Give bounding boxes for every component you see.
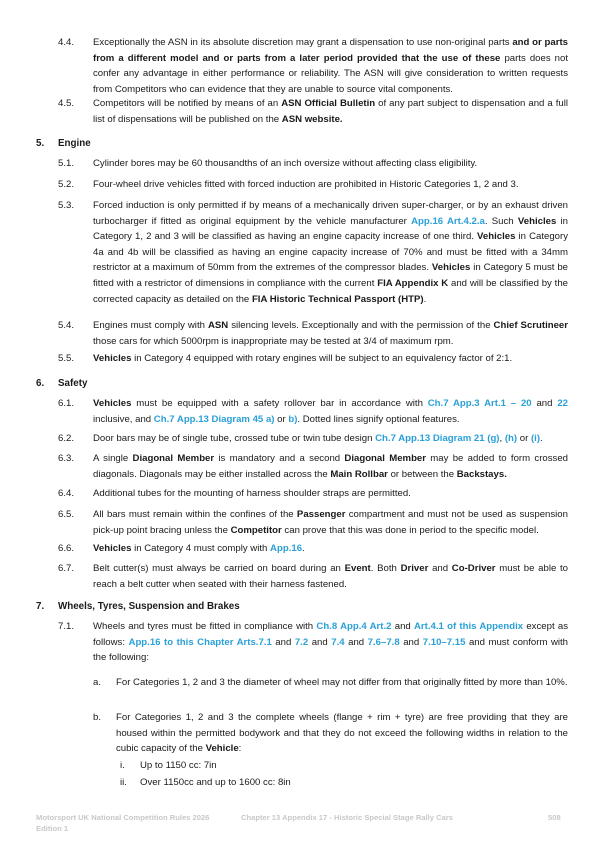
link-7-4[interactable]: 7.4 <box>331 636 345 648</box>
link-ch8-app4-art2[interactable]: Ch.8 App.4 Art.2 <box>316 621 392 632</box>
paragraph-5-2: 5.2. Four-wheel drive vehicles fitted with forced induction are prohibited in Historic Categories 1, 2 and 3. <box>58 179 519 190</box>
list-item-7-1-b: b. For Categories 1, 2 and 3 the complete wheels (flange + rim + tyre) are free providing that they are housed within the permitted bodywork and that they do not exceed the following widths in relation to the cubic capacity of the Vehicle: <box>93 712 568 755</box>
paragraph-5-3: 5.3. Forced induction is only permitted if by means of a mechanically driven super-charger, or by an exhaust driven turbocharger if fitted as original equipment by the vehicle manufacturer App.16 Art.4.2.a. Such Vehicles in Category 1, 2 and 3 will be classified as having an engine capacity increase of one third. Vehicles in Category 4a and 4b will be classified as having an engine capacity increase of 70% and must be fitted with a 34mm restrictor at a maximum of 50mm from the extremes of the compressor blades. Vehicles in Category 5 must be fitted with a restrictor of dimensions in compliance with the current FIA Appendix K and will be classified by the corrected capacity as detailed on the FIA Historic Technical Passport (HTP). <box>58 200 569 305</box>
footer-page-number: 508 <box>548 813 561 822</box>
link-diagram21i[interactable]: (i) <box>530 433 541 444</box>
paragraph-6-7: 6.7. Belt cutter(s) must always be carried on board during an Event. Both Driver and Co-Driver must be able to reach a belt cutter when seated with their harness fastened. <box>58 563 569 590</box>
link-22[interactable]: 22 <box>557 398 568 409</box>
link-diagram21h[interactable]: (h) <box>504 433 518 444</box>
paragraph-6-2: 6.2. Door bars may be of single tube, crossed tube or twin tube design Ch.7 App.13 Diagram 21 (g), (h) or (i). <box>58 433 543 444</box>
paragraph-6-4: 6.4. Additional tubes for the mounting of harness shoulder straps are permitted. <box>58 488 411 499</box>
paragraph-6-1: 6.1. Vehicles must be equipped with a safety rollover bar in accordance with Ch.7 App.3 Art.1 – 20 and 22 inclusive, and Ch.7 App.13 Diagram 45 a) or b). Dotted lines signify optional features. <box>58 398 568 425</box>
link-app16-arts7-1[interactable]: App.16 to this Chapter Arts.7.1 <box>128 636 272 648</box>
list-item-7-1-b-ii: ii. Over 1150cc and up to 1600 cc: 8in <box>120 777 291 788</box>
paragraph-6-3: 6.3. A single Diagonal Member is mandatory and a second Diagonal Member may be added to form crossed diagonals. Diagonals may be either installed across the Main Rollbar or between the Backstays. <box>58 453 568 480</box>
link-ch7-app3-art1-20[interactable]: Ch.7 App.3 Art.1 – 20 <box>427 398 532 409</box>
footer-publication: Motorsport UK National Competition Rules 2026 Edition 1 <box>36 813 210 833</box>
paragraph-7-1: 7.1. Wheels and tyres must be fitted in compliance with Ch.8 App.4 Art.2 and Art.4.1 of this Appendix except as follows: App.16 to this Chapter Arts.7.1 and 7.2 and 7.4 and 7.6–7.8 and 7.10–7.15 and must conform with the following: <box>58 621 569 664</box>
paragraph-5-1: 5.1. Cylinder bores may be 60 thousandths of an inch oversize without affecting class eligibility. <box>58 158 478 169</box>
footer-chapter-title: Chapter 13 Appendix 17 - Historic Special Stage Rally Cars <box>241 813 453 822</box>
paragraph-4-5: 4.5. Competitors will be notified by means of an ASN Official Bulletin of any part subject to dispensation and a full list of dispensations will be published on the ASN website. <box>58 98 568 125</box>
link-app16[interactable]: App.16 <box>270 543 303 554</box>
link-ch7-app13-diagram45a[interactable]: Ch.7 App.13 Diagram 45 a) <box>153 413 275 425</box>
paragraph-5-5: 5.5. Vehicles in Category 4 equipped with rotary engines will be subject to an equivalency factor of 2:1. <box>58 353 513 364</box>
paragraph-4-4: 4.4. Exceptionally the ASN in its absolute discretion may grant a dispensation to use non-original parts and or parts from a different model and or parts from a later period provided that the use of these parts does not confer any advantage in either performance or reliability. The ASN will give consideration to written requests from Competitors who can evidence that they are unable to source vital components. <box>58 37 569 95</box>
section-heading-wheels: 7. Wheels, Tyres, Suspension and Brakes <box>36 601 240 612</box>
link-7-6-7-8[interactable]: 7.6–7.8 <box>367 636 400 648</box>
paragraph-5-4: 5.4. Engines must comply with ASN silencing levels. Exceptionally and with the permission of the Chief Scrutineer those cars for which 5000rpm is inappropriate may be tested at 3/4 of maximum rpm. <box>58 320 568 347</box>
paragraph-6-5: 6.5. All bars must remain within the confines of the Passenger compartment and must not be used as suspension pick-up point bracing unless the Competitor can prove that this was done in period to the specific model. <box>58 509 568 536</box>
link-ch7-app13-diagram21g[interactable]: Ch.7 App.13 Diagram 21 (g) <box>375 433 500 444</box>
link-7-2[interactable]: 7.2 <box>294 636 309 648</box>
list-item-7-1-b-i: i. Up to 1150 cc: 7in <box>120 760 217 771</box>
link-app16-art4-2a[interactable]: App.16 Art.4.2.a <box>411 215 485 227</box>
list-item-7-1-a: a. For Categories 1, 2 and 3 the diameter of wheel may not differ from that originally fitted by more than 10%. <box>93 677 568 688</box>
link-art4-1-this-appendix[interactable]: Art.4.1 of this Appendix <box>414 621 524 632</box>
section-heading-engine: 5. Engine <box>36 138 91 149</box>
link-diagram45b[interactable]: b) <box>288 413 298 425</box>
link-7-10-7-15[interactable]: 7.10–7.15 <box>422 636 466 648</box>
section-heading-safety: 6. Safety <box>36 378 88 389</box>
paragraph-6-6: 6.6. Vehicles in Category 4 must comply with App.16. <box>58 543 305 554</box>
